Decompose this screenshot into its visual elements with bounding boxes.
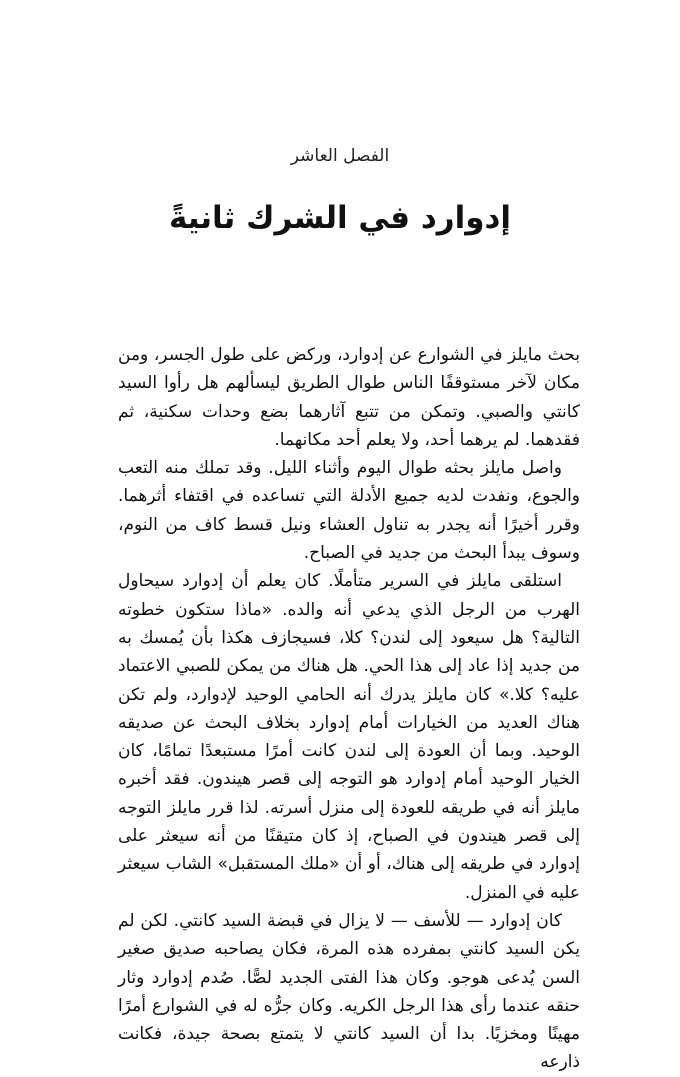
chapter-title: إدوارد في الشرك ثانيةً — [168, 200, 512, 236]
chapter-body — [118, 341, 580, 1077]
paragraph-4: كان إدوارد — للأسف — لا يزال في قبضة السيد كانتي. لكن لم يكن السيد كانتي بمفرده هذه المرة، فكان يصاحبه صديق صغير السن يُدعى هوجو. وكان هذا الفتى الجديد لصًّا. صُدم إدوارد وثار حنقه عندما رأى هذا الرجل الكريه. وكان جرُّه له في الشوارع أمرًا مهينًا ومخزيًا. بدا أن السيد كانتي لا يتمتع بصحة جيدة، فكانت ذارعه — [118, 910, 580, 1073]
paragraph-1: بحث مايلز في الشوارع عن إدوارد، وركض على طول الجسر، ومن مكان لآخر مستوقفًا الناس طوال الطريق ليسألهم هل رأوا السيد كانتي والصبي. وتمكن من تتبع آثارهما بضع وحدات سكنية، ثم فقدهما. لم يرهما أحد، ولا يعلم أحد مكانهما. — [118, 345, 580, 450]
paragraph-2: واصل مايلز بحثه طوال اليوم وأثناء الليل. وقد تملك منه التعب والجوع، ونفدت لديه جميع الأدلة التي تساعده في اقتفاء أثرهما. وقرر أخيرًا أنه يجدر به تناول العشاء ونيل قسط كاف من النوم، وسوف يبدأ البحث من جديد في الصباح. — [118, 458, 580, 564]
chapter-number: الفصل العاشر — [290, 146, 390, 166]
paragraph-3: استلقى مايلز في السرير متأملًا. كان يعلم أن إدوارد سيحاول الهرب من الرجل الذي يدعي أنه والده. «ماذا ستكون خطوته التالية؟ هل سيعود إلى لندن؟ كلا، فسيجازف هكذا بأن يُمسك به من جديد إذا عاد إلى هذا الحي. هل هناك من يمكن للصبي الاعتماد عليه؟ كلا.» كان مايلز يدرك أنه الحامي الوحيد لإدوارد، ولم تكن هناك العديد من الخيارات أمام إدوارد بخلاف البحث عن صديقه الوحيد. وبما أن العودة إلى لندن كانت أمرًا مستبعدًا تمامًا، كان الخيار الوحيد أمام إدوارد هو التوجه إلى قصر هيندون. فقد أخبره مايلز أنه في طريقه للعودة إلى منزل أسرته. لذا قرر مايلز التوجه إلى قصر هيندون في الصباح، إذ كان متيقنًا من أنه سيعثر على إدوارد في طريقه إلى هناك، أو أن «ملك المستقبل» الشاب سيعثر عليه في المنزل. — [118, 571, 580, 903]
